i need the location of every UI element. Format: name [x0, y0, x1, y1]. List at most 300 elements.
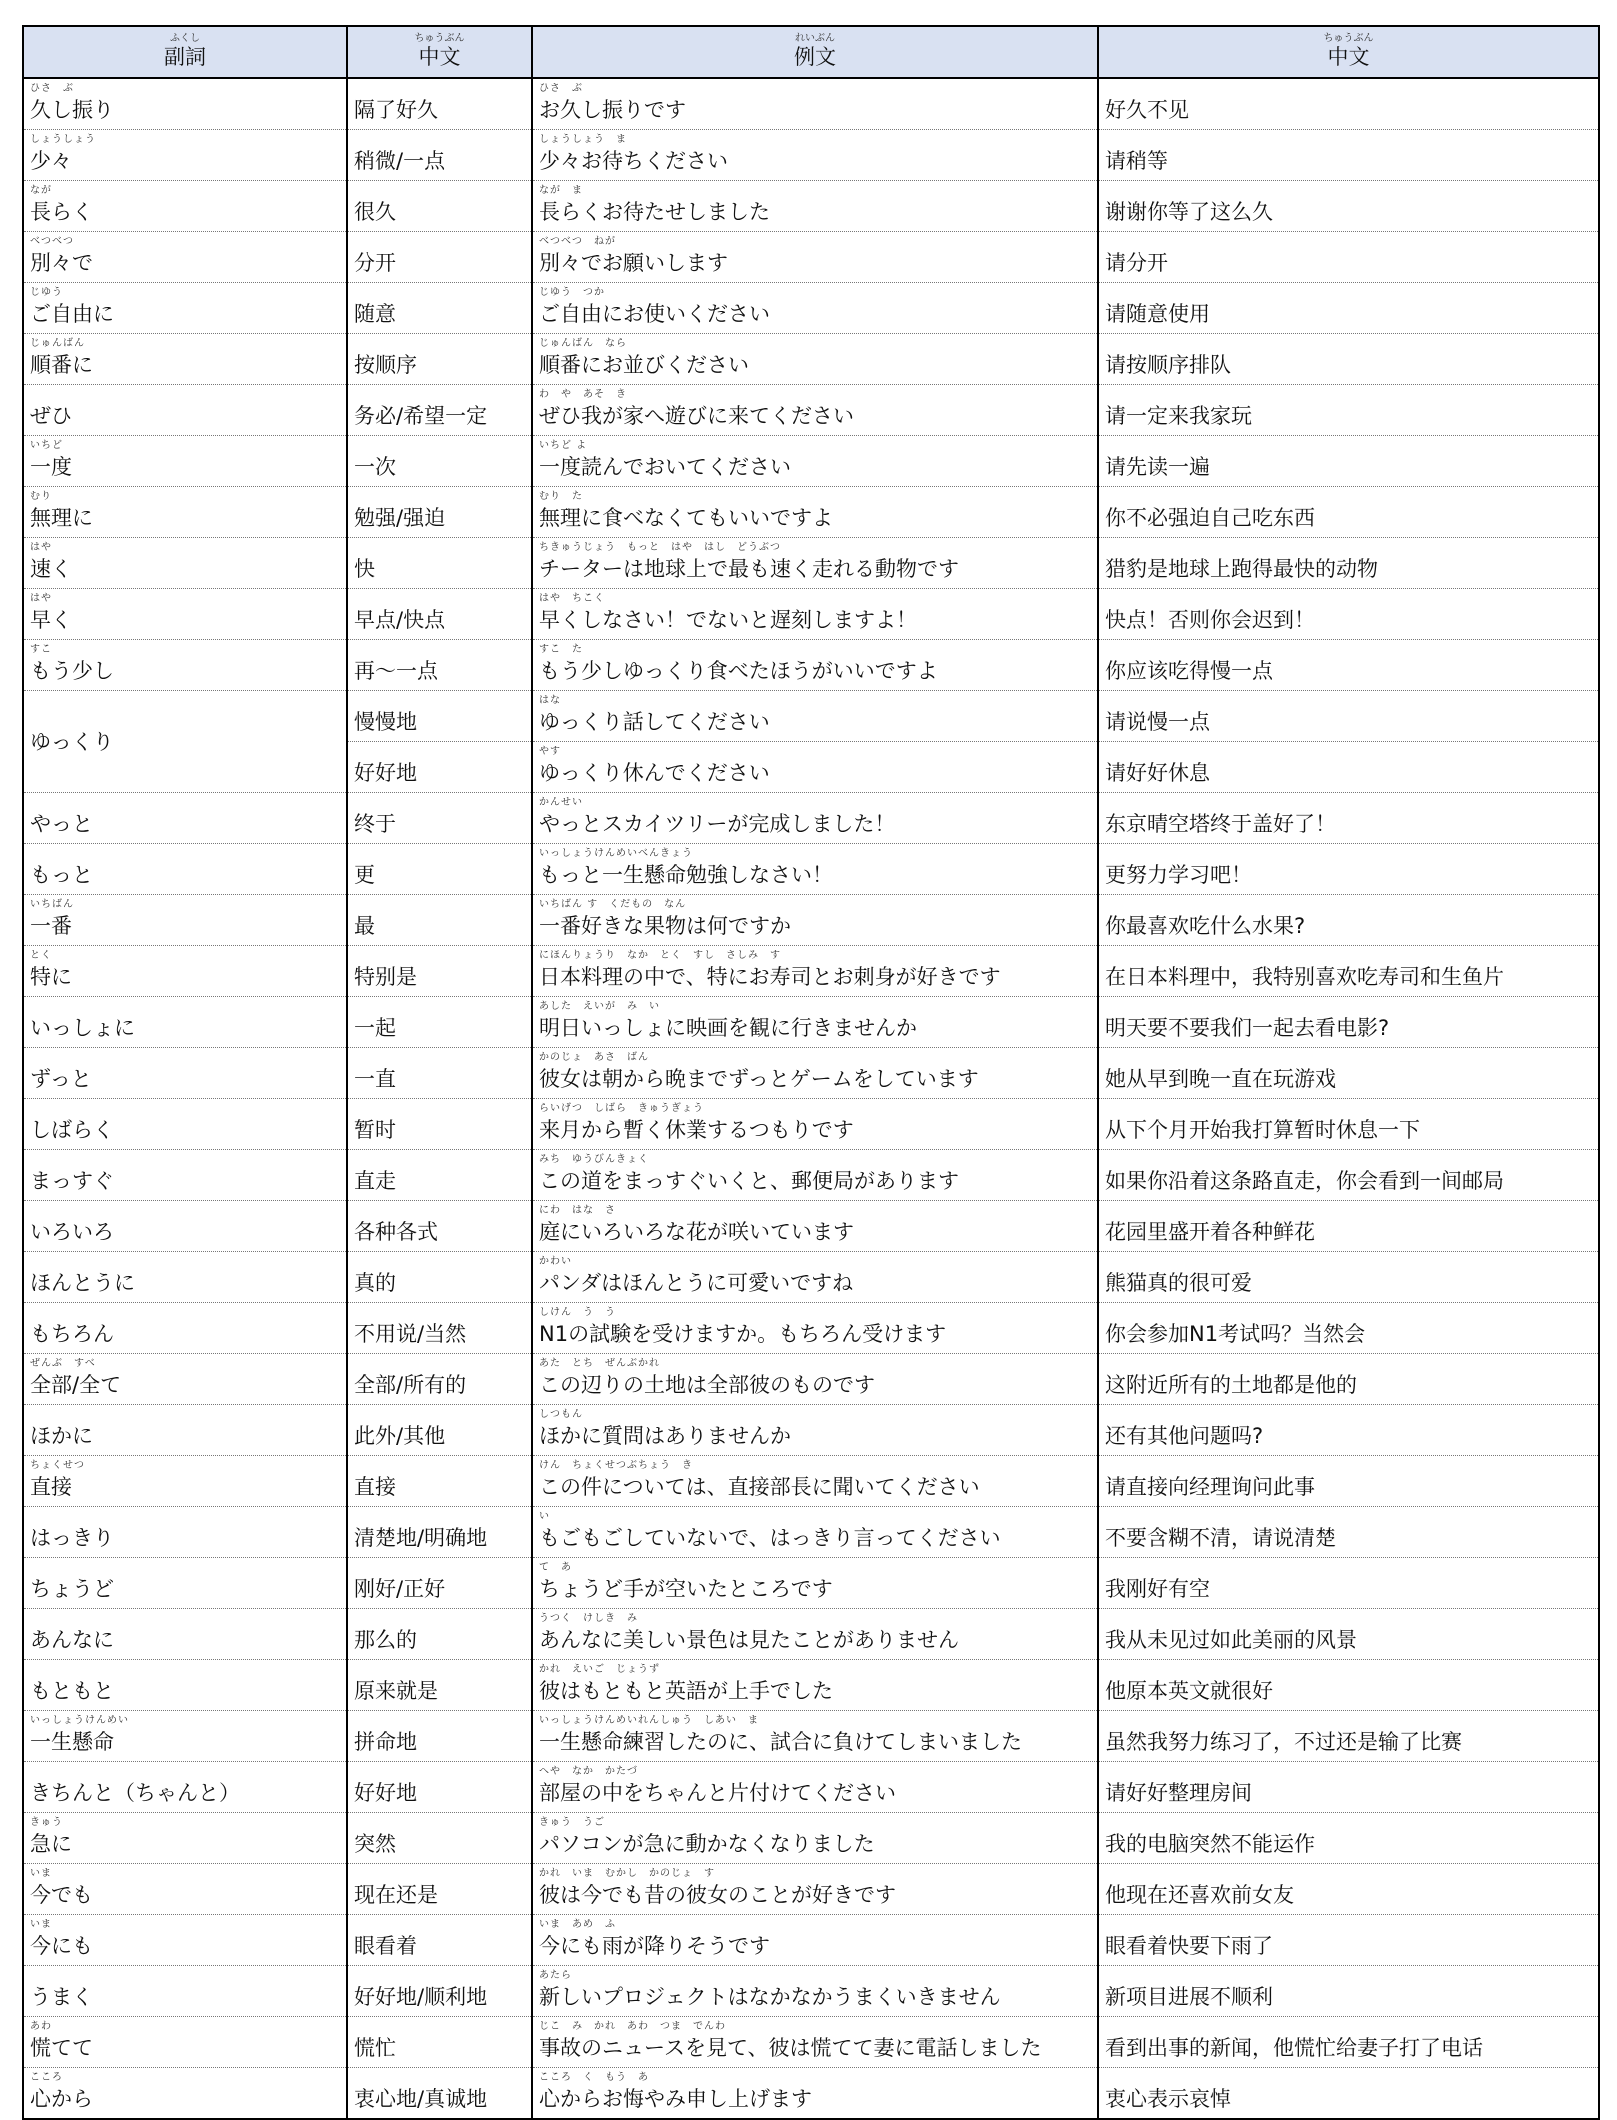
example-cell — [532, 78, 1098, 130]
example-cell-text: 今にも雨が降りそうです — [539, 1934, 770, 1958]
furigana — [30, 1307, 340, 1319]
furigana: ひさ ぶ — [30, 83, 74, 94]
translation-cell — [1098, 1252, 1599, 1303]
adverb-cell-text: しばらく — [30, 1118, 114, 1142]
adverb-cell — [23, 1201, 347, 1252]
meaning-cell-text: 那么的 — [354, 1628, 417, 1652]
adverb-cell — [23, 385, 347, 436]
translation-cell — [1098, 1048, 1599, 1099]
example-cell — [532, 946, 1098, 997]
table-row — [23, 1099, 1599, 1150]
translation-cell — [1098, 997, 1599, 1048]
example-cell-text: 別々でお願いします — [539, 251, 728, 275]
meaning-cell-text: 快 — [354, 557, 375, 581]
example-cell-text: ご自由にお使いください — [539, 302, 770, 326]
example-cell — [532, 1150, 1098, 1201]
table-row — [23, 78, 1599, 130]
furigana: にわ はな さ — [539, 1205, 616, 1216]
adverb-cell-text: うまく — [30, 1985, 93, 2009]
table-row — [23, 181, 1599, 232]
header-translation — [1098, 26, 1599, 78]
adverb-cell-text: 無理に — [30, 506, 93, 530]
translation-cell-text: 请好好休息 — [1105, 761, 1210, 785]
translation-cell-text: 如果你沿着这条路直走，你会看到一间邮局 — [1105, 1169, 1504, 1193]
meaning-cell-text: 稍微/一点 — [354, 149, 446, 173]
table-row — [23, 1609, 1599, 1660]
furigana: うつく けしき み — [539, 1613, 638, 1624]
furigana: しけん う う — [539, 1307, 616, 1318]
furigana: かれ えいご じょうず — [539, 1664, 660, 1675]
example-cell — [532, 640, 1098, 691]
adverb-cell-text: 久し振り — [30, 98, 114, 122]
adverb-cell-text: 一生懸命 — [30, 1730, 114, 1754]
table-row — [23, 436, 1599, 487]
furigana: はや — [30, 542, 52, 553]
meaning-cell — [347, 691, 532, 742]
translation-cell-text: 你不必强迫自己吃东西 — [1105, 506, 1315, 530]
example-cell — [532, 181, 1098, 232]
translation-cell — [1098, 2017, 1599, 2068]
example-cell-text: この辺りの土地は全部彼のものです — [539, 1373, 875, 1397]
header-adverb — [23, 26, 347, 78]
meaning-cell — [347, 1048, 532, 1099]
header-row — [23, 26, 1599, 78]
adverb-cell-text: いっしょに — [30, 1016, 135, 1040]
translation-cell-text: 请分开 — [1105, 251, 1168, 275]
example-cell-text: ゆっくり休んでください — [539, 761, 770, 785]
meaning-cell-text: 一起 — [354, 1016, 396, 1040]
furigana: はや — [30, 593, 52, 604]
example-cell-text: パソコンが急に動かなくなりました — [539, 1832, 875, 1856]
furigana — [30, 797, 340, 809]
adverb-cell-text: 今にも — [30, 1934, 93, 1958]
translation-cell-text: 东京晴空塔终于盖好了！ — [1105, 812, 1336, 836]
adverb-cell-text: ぜひ — [30, 404, 72, 428]
furigana: ちきゅうじょう もっと はや はし どうぶつ — [539, 542, 781, 553]
furigana — [30, 848, 340, 860]
table-row — [23, 1660, 1599, 1711]
example-cell — [532, 1507, 1098, 1558]
meaning-cell-text: 衷心地/真诚地 — [354, 2087, 488, 2111]
adverb-cell — [23, 436, 347, 487]
table-body — [23, 78, 1599, 2119]
meaning-cell-text: 终于 — [354, 812, 396, 836]
example-cell-text: もごもごしていないで、はっきり言ってください — [539, 1526, 1001, 1550]
furigana: いちど よ — [539, 440, 588, 451]
table-row — [23, 283, 1599, 334]
example-cell-text: 部屋の中をちゃんと片付けてください — [539, 1781, 896, 1805]
example-cell-text: 一番好きな果物は何ですか — [539, 914, 791, 938]
adverb-cell — [23, 895, 347, 946]
translation-cell — [1098, 1915, 1599, 1966]
example-cell-text: 一度読んでおいてください — [539, 455, 791, 479]
translation-cell — [1098, 2068, 1599, 2120]
translation-cell — [1098, 844, 1599, 895]
table-row — [23, 487, 1599, 538]
translation-cell — [1098, 1456, 1599, 1507]
example-cell-text: 庭にいろいろな花が咲いています — [539, 1220, 854, 1244]
furigana: はや ちこく — [539, 593, 605, 604]
example-cell-text: もう少しゆっくり食べたほうがいいですよ — [539, 659, 938, 683]
translation-cell — [1098, 742, 1599, 793]
furigana: しょうしょう — [30, 134, 96, 145]
meaning-cell-text: 随意 — [354, 302, 396, 326]
meaning-cell-text: 好好地/顺利地 — [354, 1985, 488, 2009]
translation-cell — [1098, 487, 1599, 538]
translation-cell-text: 你会参加N1考试吗？当然会 — [1105, 1322, 1366, 1346]
furigana — [30, 1052, 340, 1064]
example-cell-text: 事故のニュースを見て、彼は慌てて妻に電話しました — [539, 2036, 1042, 2060]
meaning-cell — [347, 2068, 532, 2120]
example-cell — [532, 1660, 1098, 1711]
translation-cell — [1098, 691, 1599, 742]
meaning-cell-text: 一次 — [354, 455, 396, 479]
meaning-cell — [347, 181, 532, 232]
table-row — [23, 691, 1599, 742]
translation-cell-text: 这附近所有的土地都是他的 — [1105, 1373, 1357, 1397]
meaning-cell-text: 好好地 — [354, 761, 417, 785]
translation-cell-text: 从下个月开始我打算暂时休息一下 — [1105, 1118, 1420, 1142]
meaning-cell — [347, 1660, 532, 1711]
adverb-cell — [23, 181, 347, 232]
translation-cell-text: 她从早到晚一直在玩游戏 — [1105, 1067, 1336, 1091]
meaning-cell — [347, 232, 532, 283]
adverb-cell — [23, 1405, 347, 1456]
example-cell-text: パンダはほんとうに可愛いですね — [539, 1271, 854, 1295]
furigana: やす — [539, 746, 561, 757]
translation-cell — [1098, 1201, 1599, 1252]
adverb-cell — [23, 283, 347, 334]
translation-cell — [1098, 1762, 1599, 1813]
meaning-cell-text: 直走 — [354, 1169, 396, 1193]
translation-cell-text: 快点！否则你会迟到！ — [1105, 608, 1315, 632]
adverb-cell — [23, 691, 347, 793]
meaning-cell-text: 刚好/正好 — [354, 1577, 446, 1601]
example-cell-text: もっと一生懸命勉強しなさい！ — [539, 863, 833, 887]
example-cell — [532, 487, 1098, 538]
meaning-cell-text: 眼看着 — [354, 1934, 417, 1958]
furigana — [30, 1970, 340, 1982]
example-cell — [532, 1405, 1098, 1456]
meaning-cell-text: 好好地 — [354, 1781, 417, 1805]
furigana: じゅんばん なら — [539, 338, 627, 349]
translation-cell — [1098, 1099, 1599, 1150]
meaning-cell-text: 早点/快点 — [354, 608, 446, 632]
translation-cell — [1098, 793, 1599, 844]
furigana: いま あめ ふ — [539, 1919, 616, 1930]
meaning-cell — [347, 1966, 532, 2017]
example-cell-text: お久し振りです — [539, 98, 686, 122]
meaning-cell — [347, 130, 532, 181]
adverb-cell-text: 早く — [30, 608, 72, 632]
furigana: かのじょ あさ ばん — [539, 1052, 649, 1063]
table-row — [23, 385, 1599, 436]
furigana: きゅう うご — [539, 1817, 605, 1828]
furigana: こころ — [30, 2072, 63, 2083]
table-row — [23, 334, 1599, 385]
table-row — [23, 1966, 1599, 2017]
adverb-cell — [23, 130, 347, 181]
header-ruby: ちゅうぶん — [414, 33, 465, 44]
example-cell-text: やっとスカイツリーが完成しました！ — [539, 812, 896, 836]
translation-cell-text: 谢谢你等了这么久 — [1105, 200, 1273, 224]
furigana: いちど — [30, 440, 63, 451]
header-label: 中文 — [418, 45, 461, 69]
example-cell — [532, 1711, 1098, 1762]
table-row — [23, 997, 1599, 1048]
translation-cell — [1098, 232, 1599, 283]
adverb-cell — [23, 1609, 347, 1660]
meaning-cell-text: 清楚地/明确地 — [354, 1526, 488, 1550]
furigana — [30, 1766, 340, 1778]
adverb-cell — [23, 232, 347, 283]
furigana — [30, 1562, 340, 1574]
translation-cell-text: 请说慢一点 — [1105, 710, 1210, 734]
meaning-cell — [347, 844, 532, 895]
adverb-cell-text: もう少し — [30, 659, 114, 683]
meaning-cell-text: 更 — [354, 863, 375, 887]
table-row — [23, 1201, 1599, 1252]
translation-cell-text: 不要含糊不清，请说清楚 — [1105, 1526, 1336, 1550]
meaning-cell-text: 慢慢地 — [354, 710, 417, 734]
adverb-cell-text: もちろん — [30, 1322, 114, 1346]
adverb-table — [22, 25, 1600, 2120]
header-ruby: れいぶん — [795, 33, 835, 44]
meaning-cell — [347, 538, 532, 589]
furigana — [30, 1409, 340, 1421]
meaning-cell — [347, 78, 532, 130]
adverb-cell-text: 一番 — [30, 914, 72, 938]
translation-cell — [1098, 1966, 1599, 2017]
adverb-cell — [23, 1048, 347, 1099]
example-cell-text: ゆっくり話してください — [539, 710, 770, 734]
adverb-cell — [23, 334, 347, 385]
adverb-cell — [23, 2068, 347, 2120]
meaning-cell — [347, 793, 532, 844]
furigana: て あ — [539, 1562, 572, 1573]
furigana: しょうしょう ま — [539, 134, 627, 145]
meaning-cell — [347, 2017, 532, 2068]
translation-cell-text: 我的电脑突然不能运作 — [1105, 1832, 1315, 1856]
table-row — [23, 538, 1599, 589]
adverb-cell-text: ちょうど — [30, 1577, 114, 1601]
table-row — [23, 1813, 1599, 1864]
translation-cell-text: 我从未见过如此美丽的风景 — [1105, 1628, 1357, 1652]
adverb-cell-text: やっと — [30, 812, 93, 836]
adverb-cell-text: 長らく — [30, 200, 93, 224]
furigana: らいげつ しばら きゅうぎょう — [539, 1103, 704, 1114]
adverb-cell — [23, 1150, 347, 1201]
example-cell — [532, 691, 1098, 742]
furigana: かれ いま むかし かのじょ す — [539, 1868, 715, 1879]
table-row — [23, 1303, 1599, 1354]
adverb-cell — [23, 538, 347, 589]
meaning-cell — [347, 1456, 532, 1507]
meaning-cell-text: 务必/希望一定 — [354, 404, 488, 428]
translation-cell-text: 虽然我努力练习了，不过还是输了比赛 — [1105, 1730, 1462, 1754]
translation-cell — [1098, 1303, 1599, 1354]
translation-cell — [1098, 589, 1599, 640]
furigana: じゅんばん — [30, 338, 85, 349]
adverb-cell-text: いろいろ — [30, 1220, 114, 1244]
meaning-cell — [347, 1864, 532, 1915]
translation-cell-text: 你最喜欢吃什么水果? — [1105, 914, 1306, 938]
adverb-cell-text: 一度 — [30, 455, 72, 479]
furigana: とく — [30, 950, 52, 961]
example-cell — [532, 1048, 1098, 1099]
furigana: けん ちょくせつぶちょう き — [539, 1460, 693, 1471]
header-chinese — [347, 26, 532, 78]
adverb-cell — [23, 997, 347, 1048]
furigana — [30, 1511, 340, 1523]
meaning-cell — [347, 1303, 532, 1354]
table-row — [23, 1762, 1599, 1813]
translation-cell — [1098, 640, 1599, 691]
translation-cell-text: 衷心表示哀悼 — [1105, 2087, 1231, 2111]
example-cell — [532, 1915, 1098, 1966]
furigana: いちばん — [30, 899, 74, 910]
meaning-cell — [347, 1405, 532, 1456]
translation-cell-text: 猎豹是地球上跑得最快的动物 — [1105, 557, 1378, 581]
translation-cell-text: 他原本英文就很好 — [1105, 1679, 1273, 1703]
translation-cell — [1098, 1405, 1599, 1456]
meaning-cell — [347, 997, 532, 1048]
furigana: いま — [30, 1919, 52, 1930]
furigana — [30, 1001, 340, 1013]
example-cell-text: ぜひ我が家へ遊びに来てください — [539, 404, 854, 428]
adverb-cell-text: 特に — [30, 965, 72, 989]
table-row — [23, 589, 1599, 640]
adverb-cell — [23, 1507, 347, 1558]
furigana: なが — [30, 185, 52, 196]
header-ruby: ふくし — [170, 33, 200, 44]
meaning-cell — [347, 1711, 532, 1762]
example-cell — [532, 1099, 1098, 1150]
adverb-cell — [23, 1303, 347, 1354]
meaning-cell-text: 直接 — [354, 1475, 396, 1499]
adverb-cell-text: 慌てて — [30, 2036, 93, 2060]
translation-cell-text: 请好好整理房间 — [1105, 1781, 1252, 1805]
adverb-cell — [23, 1252, 347, 1303]
adverb-cell — [23, 1660, 347, 1711]
meaning-cell — [347, 385, 532, 436]
translation-cell — [1098, 436, 1599, 487]
adverb-cell — [23, 640, 347, 691]
translation-cell-text: 请直接向经理询问此事 — [1105, 1475, 1315, 1499]
meaning-cell — [347, 1609, 532, 1660]
translation-cell — [1098, 1558, 1599, 1609]
meaning-cell — [347, 1762, 532, 1813]
meaning-cell-text: 各种各式 — [354, 1220, 438, 1244]
header-ruby: ちゅうぶん — [1323, 33, 1374, 44]
furigana: じゆう つか — [539, 287, 605, 298]
translation-cell — [1098, 1711, 1599, 1762]
example-cell — [532, 1558, 1098, 1609]
translation-cell — [1098, 895, 1599, 946]
example-cell-text: 明日いっしょに映画を観に行きませんか — [539, 1016, 917, 1040]
furigana: かんせい — [539, 797, 583, 808]
furigana: あた とち ぜんぶかれ — [539, 1358, 660, 1369]
furigana: ちょくせつ — [30, 1460, 85, 1471]
furigana: しつもん — [539, 1409, 583, 1420]
furigana: みち ゆうびんきょく — [539, 1154, 649, 1165]
furigana — [30, 1664, 340, 1676]
adverb-cell-text: 全部/全て — [30, 1373, 122, 1397]
adverb-cell-text: 心から — [30, 2087, 93, 2111]
example-cell-text: N1の試験を受けますか。もちろん受けます — [539, 1322, 947, 1346]
translation-cell — [1098, 1507, 1599, 1558]
meaning-cell — [347, 1507, 532, 1558]
adverb-cell-text: 少々 — [30, 149, 72, 173]
example-cell-text: この件については、直接部長に聞いてください — [539, 1475, 980, 1499]
table-row — [23, 1354, 1599, 1405]
furigana: なが ま — [539, 185, 583, 196]
meaning-cell — [347, 1099, 532, 1150]
translation-cell-text: 我刚好有空 — [1105, 1577, 1210, 1601]
furigana: きゅう — [30, 1817, 63, 1828]
adverb-cell — [23, 78, 347, 130]
meaning-cell-text: 最 — [354, 914, 375, 938]
translation-cell — [1098, 538, 1599, 589]
furigana — [30, 389, 340, 401]
header-example — [532, 26, 1098, 78]
adverb-cell-text: まっすぐ — [30, 1169, 114, 1193]
furigana: あわ — [30, 2021, 52, 2032]
translation-cell-text: 你应该吃得慢一点 — [1105, 659, 1273, 683]
adverb-cell-text: 別々で — [30, 251, 93, 275]
example-cell — [532, 1201, 1098, 1252]
adverb-cell-text: 速く — [30, 557, 72, 581]
adverb-cell — [23, 946, 347, 997]
furigana — [30, 1256, 340, 1268]
meaning-cell — [347, 640, 532, 691]
translation-cell — [1098, 283, 1599, 334]
example-cell-text: ちょうど手が空いたところです — [539, 1577, 833, 1601]
example-cell — [532, 130, 1098, 181]
meaning-cell — [347, 1252, 532, 1303]
adverb-cell-text: もっと — [30, 863, 93, 887]
example-cell — [532, 1354, 1098, 1405]
furigana: いま — [30, 1868, 52, 1879]
furigana: いっしょうけんめいべんきょう — [539, 848, 693, 859]
example-cell-text: 順番にお並びください — [539, 353, 749, 377]
example-cell — [532, 793, 1098, 844]
example-cell — [532, 1303, 1098, 1354]
meaning-cell — [347, 742, 532, 793]
translation-cell-text: 他现在还喜欢前女友 — [1105, 1883, 1294, 1907]
example-cell-text: 少々お待ちください — [539, 149, 728, 173]
adverb-cell — [23, 1762, 347, 1813]
furigana — [30, 1613, 340, 1625]
example-cell-text: 新しいプロジェクトはなかなかうまくいきません — [539, 1985, 1001, 2009]
translation-cell — [1098, 130, 1599, 181]
meaning-cell-text: 现在还是 — [354, 1883, 438, 1907]
adverb-cell — [23, 1915, 347, 1966]
meaning-cell-text: 原来就是 — [354, 1679, 438, 1703]
adverb-cell-text: あんなに — [30, 1628, 114, 1652]
translation-cell — [1098, 78, 1599, 130]
furigana: ぜんぶ すべ — [30, 1358, 96, 1369]
table-row — [23, 1558, 1599, 1609]
furigana: ひさ ぶ — [539, 83, 583, 94]
adverb-cell-text: ずっと — [30, 1067, 92, 1091]
table-row — [23, 1405, 1599, 1456]
table-row — [23, 895, 1599, 946]
meaning-cell — [347, 946, 532, 997]
furigana: いっしょうけんめい — [30, 1715, 129, 1726]
translation-cell — [1098, 334, 1599, 385]
example-cell — [532, 2068, 1098, 2120]
